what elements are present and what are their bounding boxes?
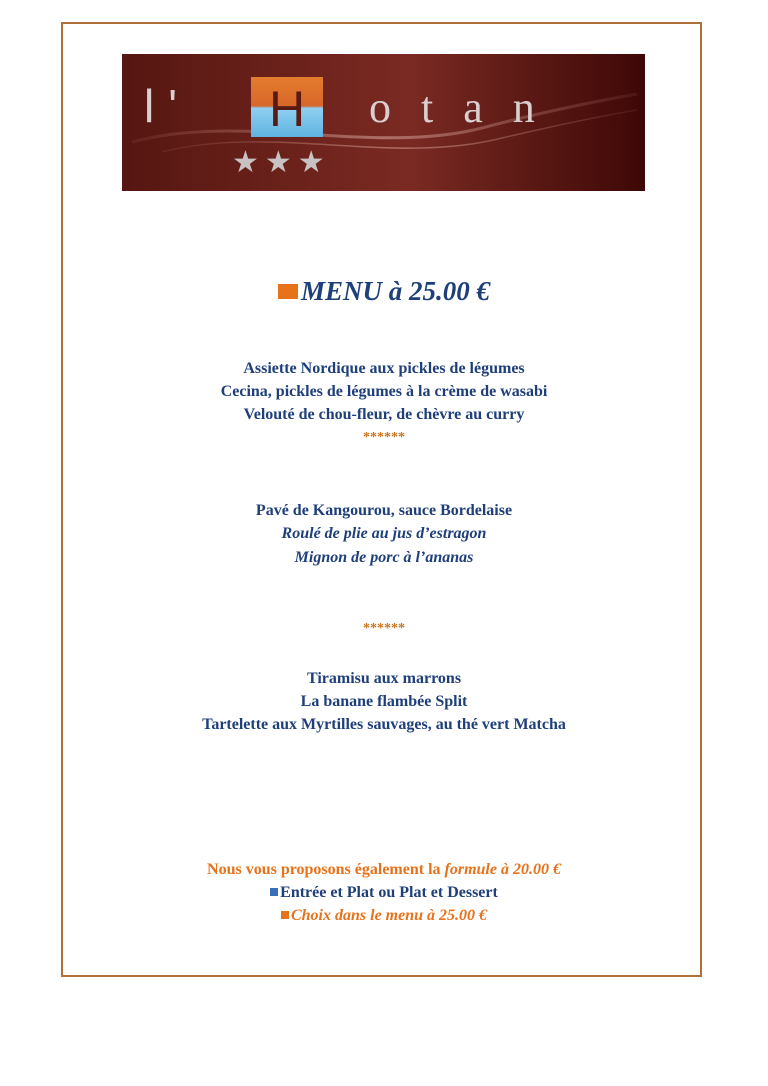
menu-title [0,276,768,307]
formula-price: formule à 20.00 € [444,861,561,878]
formula-proposal-prefix: Nous vous proposons également la [207,861,445,878]
orange-square-icon [278,284,298,299]
dessert-item-2: La banane flambée Split [300,693,468,710]
logo-text-right: otan [369,83,565,132]
plat-item-2: Roulé de plie au jus d’estragon [281,525,487,542]
formula-option-2-text: Choix dans le menu à 25.00 € [290,907,488,924]
entree-item-3: Velouté de chou-fleur, de chèvre au curry [243,406,525,423]
formula-proposal [0,860,768,880]
orange-square-icon [281,911,289,919]
dessert-item-3: Tartelette aux Myrtilles sauvages, au thé vert Matcha [202,716,566,733]
hotel-logo [122,54,645,191]
dessert-item-1: Tiramisu aux marrons [306,670,462,687]
logo-text-left: l' [144,80,192,132]
plat-item-1: Pavé de Kangourou, sauce Bordelaise [255,502,513,519]
logo-stars: ★★★ [232,145,331,180]
menu-title-text: MENU à 25.00 € [300,276,490,306]
blue-square-icon [270,888,278,896]
separator-stars: ****** [363,621,405,636]
plat-item-3: Mignon de porc à l’ananas [294,549,474,566]
separator-stars: ****** [363,430,405,445]
formula-option-1 [0,883,768,903]
formula-option-1-text: Entrée et Plat ou Plat et Dessert [280,884,498,901]
entree-item-1: Assiette Nordique aux pickles de légumes [243,360,525,377]
formula-option-2 [0,906,768,926]
logo-h: H [268,81,306,137]
entree-item-2: Cecina, pickles de légumes à la crème de wasabi [220,383,548,400]
